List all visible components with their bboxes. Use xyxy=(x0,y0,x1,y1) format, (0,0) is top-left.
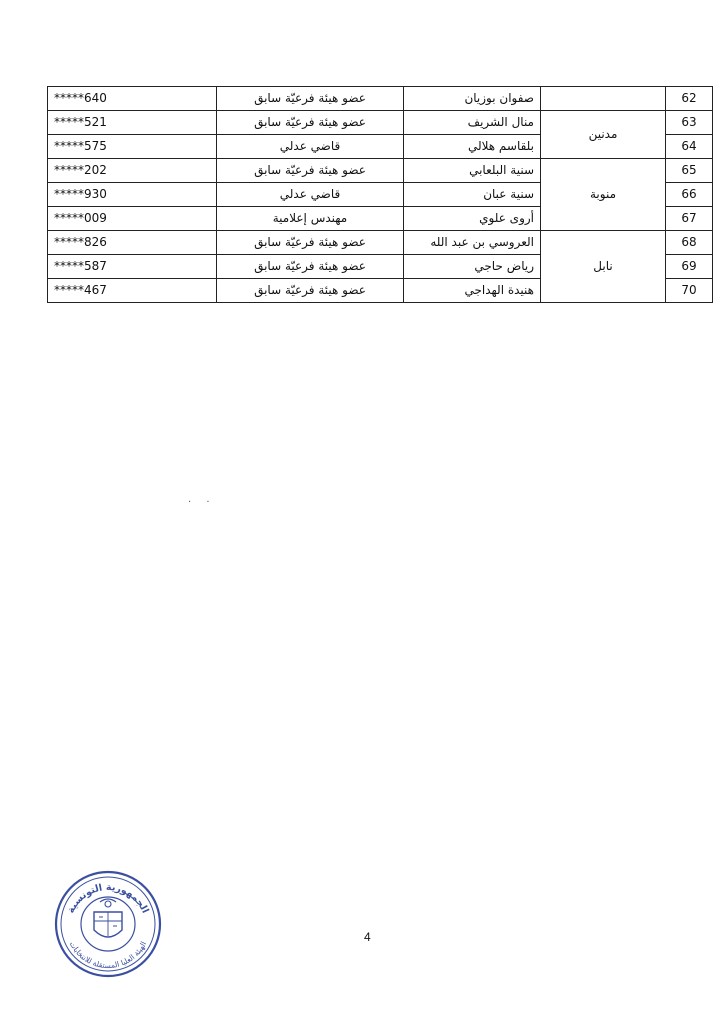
role-cell: عضو هيئة فرعيّة سابق xyxy=(217,231,404,255)
id-cell: *****202 xyxy=(48,159,217,183)
id-cell: *****640 xyxy=(48,87,217,111)
id-cell: *****575 xyxy=(48,135,217,159)
governorate-cell: مدنين xyxy=(541,111,666,159)
name-cell: منال الشريف xyxy=(404,111,541,135)
seal-text-bottom: الهيئة العليا المستقلة للانتخابات xyxy=(67,939,149,971)
row-number: 65 xyxy=(666,159,713,183)
id-cell: *****930 xyxy=(48,183,217,207)
governorate-cell xyxy=(541,87,666,111)
row-number: 63 xyxy=(666,111,713,135)
name-cell: رياض حاجي xyxy=(404,255,541,279)
role-cell: عضو هيئة فرعيّة سابق xyxy=(217,111,404,135)
table-row xyxy=(48,87,713,111)
row-number: 68 xyxy=(666,231,713,255)
role-cell: عضو هيئة فرعيّة سابق xyxy=(217,279,404,303)
row-number: 62 xyxy=(666,87,713,111)
name-cell: العروسي بن عبد الله xyxy=(404,231,541,255)
page-number: 4 xyxy=(364,930,371,944)
row-number: 64 xyxy=(666,135,713,159)
role-cell: قاضي عدلي xyxy=(217,183,404,207)
role-cell: عضو هيئة فرعيّة سابق xyxy=(217,159,404,183)
name-cell: بلقاسم هلالي xyxy=(404,135,541,159)
governorate-cell: منوبة xyxy=(541,159,666,231)
name-cell: أروى علوي xyxy=(404,207,541,231)
row-number: 70 xyxy=(666,279,713,303)
name-cell: صفوان بوزيان xyxy=(404,87,541,111)
scan-speck: · · xyxy=(188,497,216,508)
row-number: 67 xyxy=(666,207,713,231)
row-number: 66 xyxy=(666,183,713,207)
role-cell: قاضي عدلي xyxy=(217,135,404,159)
id-cell: *****587 xyxy=(48,255,217,279)
role-cell: مهندس إعلامية xyxy=(217,207,404,231)
official-seal-stamp xyxy=(52,868,164,980)
governorate-cell: نابل xyxy=(541,231,666,303)
id-cell: *****009 xyxy=(48,207,217,231)
role-cell: عضو هيئة فرعيّة سابق xyxy=(217,255,404,279)
id-cell: *****826 xyxy=(48,231,217,255)
members-table xyxy=(47,86,713,303)
seal-text-top: الجمهورية التونسية xyxy=(65,881,151,916)
name-cell: هنيدة الهداجي xyxy=(404,279,541,303)
role-cell: عضو هيئة فرعيّة سابق xyxy=(217,87,404,111)
name-cell: سنية البلعابي xyxy=(404,159,541,183)
name-cell: سنية عبان xyxy=(404,183,541,207)
table-row xyxy=(48,111,713,135)
row-number: 69 xyxy=(666,255,713,279)
id-cell: *****467 xyxy=(48,279,217,303)
table-row xyxy=(48,231,713,255)
id-cell: *****521 xyxy=(48,111,217,135)
table-row xyxy=(48,159,713,183)
